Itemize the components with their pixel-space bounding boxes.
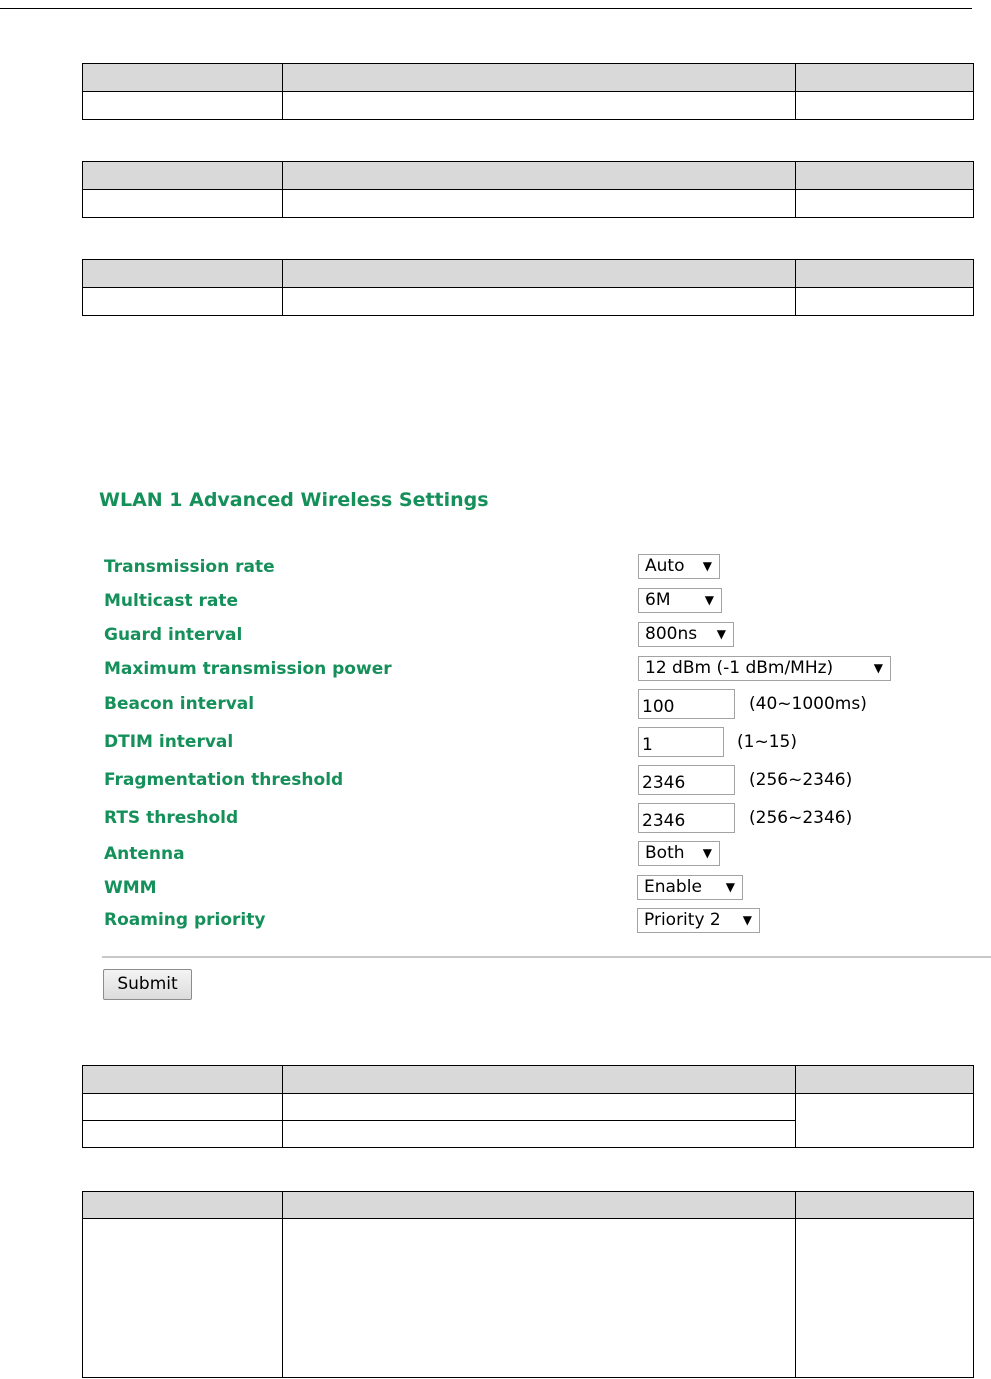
label-wmm: WMM (104, 878, 157, 898)
select-value: Both (645, 843, 685, 863)
dropdown-arrow-icon: ▼ (742, 913, 752, 927)
label-fragmentation-threshold: Fragmentation threshold (104, 770, 344, 790)
label-dtim-interval: DTIM interval (104, 732, 234, 752)
label-beacon-interval: Beacon interval (104, 694, 255, 714)
transmission-rate-select[interactable] (638, 554, 720, 579)
submit-button[interactable]: Submit (103, 969, 192, 1000)
dtim-interval-input[interactable]: 1 (638, 727, 724, 757)
form-divider (102, 956, 991, 958)
panel-title: WLAN 1 Advanced Wireless Settings (99, 489, 489, 511)
parameter-table-3 (82, 259, 974, 316)
wmm-select[interactable] (637, 875, 743, 900)
select-value: Priority 2 (644, 910, 721, 930)
label-roaming-priority: Roaming priority (104, 910, 266, 930)
fragmentation-threshold-input[interactable]: 2346 (638, 765, 735, 795)
dropdown-arrow-icon: ▼ (716, 627, 726, 641)
label-transmission-rate: Transmission rate (104, 557, 275, 577)
label-multicast-rate: Multicast rate (104, 591, 239, 611)
label-rts-threshold: RTS threshold (104, 808, 239, 828)
label-antenna: Antenna (104, 844, 185, 864)
label-guard-interval: Guard interval (104, 625, 243, 645)
beacon-interval-range: (40~1000ms) (749, 694, 867, 714)
select-value: Enable (644, 877, 702, 897)
dropdown-arrow-icon: ▼ (873, 661, 883, 675)
roaming-priority-select[interactable] (637, 908, 760, 933)
parameter-table-2 (82, 161, 974, 218)
label-max-transmission-power: Maximum transmission power (104, 659, 392, 679)
parameter-table-1 (82, 63, 974, 120)
dropdown-arrow-icon: ▼ (702, 846, 712, 860)
max-transmission-power-select[interactable] (638, 656, 891, 681)
dropdown-arrow-icon: ▼ (702, 559, 712, 573)
beacon-interval-input[interactable]: 100 (638, 689, 735, 719)
parameter-table-4 (82, 1065, 974, 1148)
dtim-interval-range: (1~15) (737, 732, 797, 752)
dropdown-arrow-icon: ▼ (725, 880, 735, 894)
dropdown-arrow-icon: ▼ (704, 593, 714, 607)
guard-interval-select[interactable] (638, 622, 734, 647)
page-header-rule (0, 8, 972, 9)
fragmentation-threshold-range: (256~2346) (749, 770, 853, 790)
select-value: 800ns (645, 624, 698, 644)
rts-threshold-range: (256~2346) (749, 808, 853, 828)
parameter-table-5 (82, 1191, 974, 1378)
multicast-rate-select[interactable] (638, 588, 722, 613)
select-value: 12 dBm (-1 dBm/MHz) (645, 658, 834, 678)
antenna-select[interactable] (638, 841, 720, 866)
select-value: Auto (645, 556, 685, 576)
select-value: 6M (645, 590, 671, 610)
rts-threshold-input[interactable]: 2346 (638, 803, 735, 833)
